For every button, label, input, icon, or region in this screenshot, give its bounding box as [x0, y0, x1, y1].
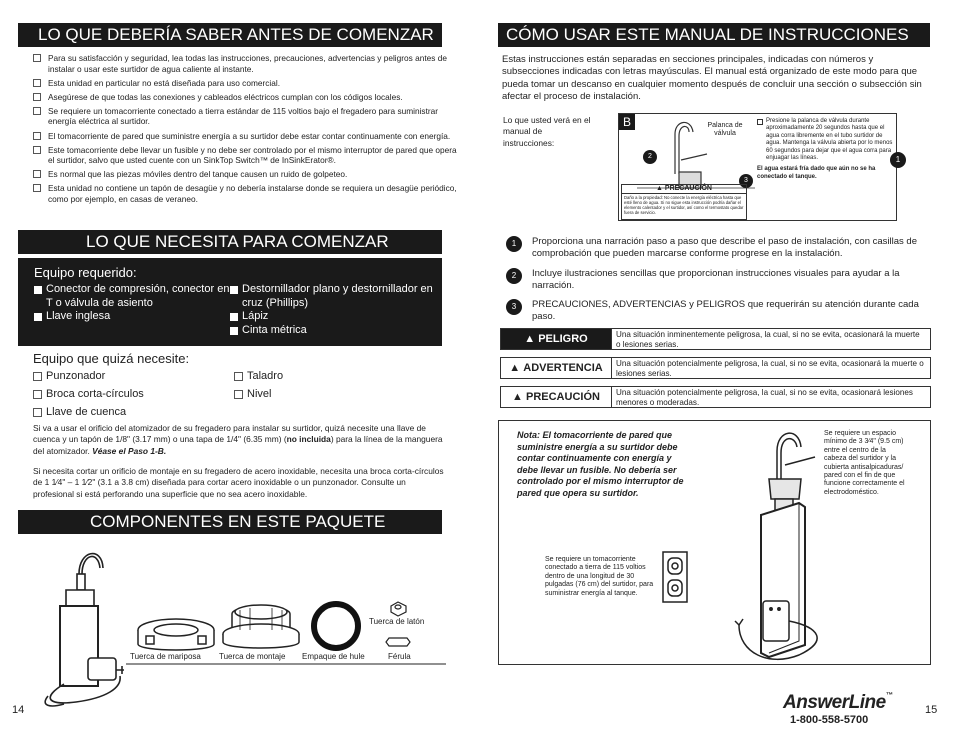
checklist-item[interactable]: Se requiere un tomacorriente conectado a tierra estándar de 115 voltios bajo el fregadero para suministrar energía eléctrica al surtidor.	[33, 106, 457, 127]
component-label: Empaque de hule	[302, 652, 365, 661]
warning-triangle-icon: ▲	[524, 333, 536, 345]
required-equipment-box	[18, 258, 442, 346]
checkbox[interactable]	[33, 132, 41, 140]
hazard-row-caution: ▲ PRECAUCIÓN Una situación potencialmente peligrosa, la cual, si no se evita, ocasionará lesiones menores o moderadas.	[500, 386, 931, 408]
checkbox[interactable]	[33, 184, 41, 192]
checklist-item[interactable]: El tomacorriente de pared que suministre energía a su surtidor debe estar contar continuamente con energía.	[33, 131, 457, 142]
checkbox[interactable]	[33, 372, 42, 381]
component-label: Tuerca de montaje	[219, 652, 286, 661]
checkbox[interactable]	[234, 390, 243, 399]
section-header-how-to-use: CÓMO USAR ESTE MANUAL DE INSTRUCCIONES	[498, 23, 930, 47]
checkbox[interactable]	[33, 107, 41, 115]
ferrule-icon	[386, 638, 410, 646]
sample-manual-page	[618, 113, 897, 221]
checklist-item[interactable]: Asegúrese de que todas las conexiones y cableados eléctricos cumplan con los códigos locales.	[33, 92, 457, 103]
spacing-note: Se requiere un espacio mínimo de 3 3⁄4" (9.5 cm) entre el centro de la cabeza del surtidor y la cubierta antisalpicaduras/ pared con el fin de que funcione correctamente el electrodoméstico.	[824, 430, 905, 496]
page-number: 14	[12, 704, 25, 716]
required-equipment-title: Equipo requerido:	[34, 265, 137, 280]
section-header-what-you-need: LO QUE NECESITA PARA COMENZAR	[18, 230, 442, 254]
explanation-item: 2 Incluye ilustraciones sencillas que proporcionan instrucciones visuales para ayudar a la narración.	[506, 268, 926, 293]
components-illustration	[36, 546, 446, 708]
optional-item[interactable]: Taladro	[234, 370, 283, 383]
explanation-item: 3 PRECAUCIONES, ADVERTENCIAS y PELIGROS que requerirán su atención durante cada paso.	[506, 299, 926, 324]
optional-item[interactable]: Nivel	[234, 388, 283, 401]
checklist-item[interactable]: Este tomacorriente debe llevar un fusible y no debe ser controlado por el mismo interruptor de pared que opera el surtidor, salvo que usted cuente con un SinkTop Switch™ de InSinkErator®.	[33, 145, 457, 166]
sample-steps: Presione la palanca de válvula durante aproximadamente 20 segundos hasta que el agua corra libremente en el tubo surtidor de agua. Mantenga la válvula abierta por lo menos 60 segundos para dejar que el agua corra para enjuagar las líneas. El agua estará fría dado que aún no se ha conectado el tanque.	[757, 118, 893, 180]
installation-note-box	[498, 420, 931, 665]
intro-paragraph: Estas instrucciones están separadas en secciones principales, indicadas con números y subsecciones indicadas con letras mayúsculas. El manual está organizado de este modo para que pueda tomar un descanso en cualquier momento después de concluir una sección o subsección sin afectar el proceso de instalación.	[502, 54, 922, 102]
checklist-item[interactable]: Esta unidad no contiene un tapón de desagüe y no debería instalarse donde se requiera un desagüe periódico, como por ejemplo, en casas de veraneo.	[33, 183, 457, 204]
equipment-item: Llave inglesa	[34, 310, 230, 324]
checklist-item[interactable]: Es normal que las piezas móviles dentro del tanque causen un ruido de golpeteo.	[33, 169, 457, 180]
optional-equipment	[33, 351, 443, 424]
page-number: 15	[925, 704, 938, 716]
checkbox[interactable]	[234, 372, 243, 381]
component-label: Tuerca de mariposa	[130, 652, 201, 661]
checkbox[interactable]	[33, 390, 42, 399]
explanation-item: 1 Proporciona una narración paso a paso que describe el paso de instalación, con casillas de comprobación que pueden marcarse conforme progrese en la instalación.	[506, 236, 926, 261]
answerline-phone: 1-800-558-5700	[790, 714, 869, 726]
checkbox[interactable]	[33, 408, 42, 417]
sample-caption: Lo que usted verá en el manual de instrucciones:	[503, 115, 591, 148]
outlet-requirement-note: Se requiere un tomacorriente conectado a tierra de 115 voltios dentro de una longitud de 30 pulgadas (76 cm) del surtidor, para suministrar energía al tanque.	[545, 556, 654, 597]
checkbox[interactable]	[33, 146, 41, 154]
answerline-logo: AnswerLine™	[783, 692, 893, 713]
brass-nut-icon	[391, 602, 406, 616]
optional-item[interactable]: Punzonador	[33, 370, 234, 383]
hazard-row-danger: ▲ PELIGRO Una situación inminentemente peligrosa, la cual, si no se evita, ocasionará la muerte o lesiones serias.	[500, 328, 931, 350]
optional-item[interactable]: Broca corta-círculos	[33, 388, 234, 401]
mounting-nut-icon	[223, 605, 299, 648]
hazard-row-warning: ▲ ADVERTENCIA Una situación potencialmente peligrosa, la cual, si no se evita, ocasionará la muerte o lesiones serias.	[500, 357, 931, 379]
equipment-item: Cinta métrica	[230, 324, 442, 338]
rubber-gasket-icon	[314, 604, 358, 648]
sample-caution-box: ▲ PRECAUCIÓN Daño a la propiedad: No conecte la energía eléctrica hasta que esté lleno de agua. Si no sigue esta instrucción podría dañar el elemento calentador y el surtidor, así como el termostato quedar fuera de servicio.	[621, 184, 747, 220]
atomizer-paragraph: Si va a usar el orificio del atomizador de su fregadero para instalar su surtidor, quizá necesite una llave de cuenca y un tapón de 1/8" (3.17 mm) o una tapa de 1/4" (6.35 mm) (no incluida) para la línea de la manguera del atomizador. Véase el Paso 1-B.	[33, 423, 443, 456]
checklist-item[interactable]: Esta unidad en particular no está diseñada para uso comercial.	[33, 78, 457, 89]
equipment-item: Conector de compresión, conector en T o válvula de asiento	[34, 283, 230, 310]
callout-2: 2	[643, 150, 657, 164]
warning-triangle-icon: ▲	[512, 391, 523, 403]
equipment-item: Lápiz	[230, 310, 442, 324]
sample-section-letter: B	[619, 114, 635, 130]
checkbox[interactable]	[33, 93, 41, 101]
hazard-label: ▲ PRECAUCIÓN	[501, 387, 612, 407]
component-label: Tuerca de latón	[369, 617, 425, 626]
checklist-item[interactable]: Para su satisfacción y seguridad, lea todas las instrucciones, precauciones, advertencias y peligros antes de instalar o usar este surtidor de agua caliente al instante.	[33, 53, 457, 74]
warning-triangle-icon: ▲	[509, 362, 521, 374]
section-header-package-contents: COMPONENTES EN ESTE PAQUETE	[18, 510, 442, 534]
dispenser-illustration	[499, 421, 932, 666]
hazard-label: ▲ PELIGRO	[501, 329, 612, 349]
outlet-note: Nota: El tomacorriente de pared que suministre energía a su surtidor debe contar continuamente con energía y debe llevar un fusible. No debería ser controlado por el mismo interruptor de pared que opera su surtidor.	[517, 430, 684, 498]
wing-nut-icon	[138, 619, 214, 650]
valve-label: Palanca de válvula	[707, 122, 743, 137]
optional-equipment-title: Equipo que quizá necesite:	[33, 351, 190, 366]
checkbox[interactable]	[33, 170, 41, 178]
equipment-item: Destornillador plano y destornillador en cruz (Phillips)	[230, 283, 442, 310]
checkbox[interactable]	[33, 79, 41, 87]
hazard-label: ▲ ADVERTENCIA	[501, 358, 612, 378]
checklist	[33, 53, 457, 208]
numbered-explanations	[506, 236, 926, 324]
checkbox[interactable]	[33, 54, 41, 62]
hole-saw-paragraph: Si necesita cortar un orificio de montaje en su fregadero de acero inoxidable, necesita una broca corta-círculos de 1 1⁄4" – 1 1⁄2" (3.1 a 3.8 cm) diseñada para cortar acero inoxidable o un punzonador. Consulte un profesional si está perforando una superficie que no sea acero inoxidable.	[33, 466, 444, 499]
callout-3: 3	[739, 174, 753, 188]
section-header-before-start: LO QUE DEBERÍA SABER ANTES DE COMENZAR	[18, 23, 442, 47]
callout-1: 1	[890, 152, 906, 168]
optional-item[interactable]: Llave de cuenca	[33, 406, 234, 419]
component-label: Férula	[388, 652, 411, 661]
